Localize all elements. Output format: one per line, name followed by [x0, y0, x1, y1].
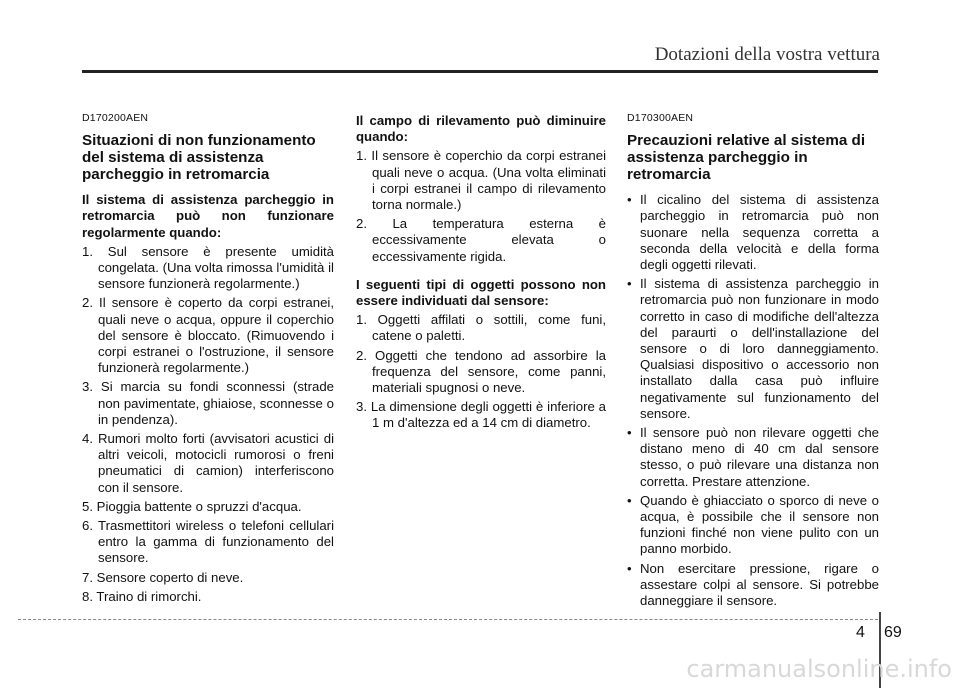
- watermark: carmanualsonline.info: [686, 655, 952, 683]
- list-item: 6. Trasmettitori wireless o telefoni cellulari entro la gamma di funzionamento del sensore.: [82, 518, 334, 566]
- chapter-number: 4: [856, 624, 865, 641]
- header-rule: [82, 70, 878, 73]
- precautions-list: [627, 192, 879, 609]
- list-item: 3. Si marcia su fondi sconnessi (strade non pavimentate, ghiaiose, sconnesse o in pendenza).: [82, 379, 334, 427]
- column-left: [82, 110, 334, 617]
- section-code: D170300AEN: [627, 112, 694, 124]
- detection-range-intro: Il campo di rilevamento può diminuire quando:: [356, 113, 606, 145]
- list-item: 4. Rumori molto forti (avvisatori acustici di altri veicoli, motocicli rumorosi o freni pneumatici di camion) interferiscono con il sensore.: [82, 431, 334, 495]
- bullet-icon: •: [627, 560, 632, 576]
- list-item: 1. Il sensore è coperchio da corpi estranei quali neve o acqua. (Una volta eliminati i corpi estranei il campo di rilevamento torna normale.): [356, 148, 606, 213]
- bullet-item: • Il cicalino del sistema di assistenza parcheggio in retromarcia può non suonare nella sequenza corretta a seconda della velocità e della forma degli oggetti rilevati.: [627, 192, 879, 273]
- page-header-title: Dotazioni della vostra vettura: [654, 44, 880, 65]
- bullet-icon: •: [627, 276, 632, 292]
- list-item: 7. Sensore coperto di neve.: [82, 569, 244, 585]
- column-middle: [356, 113, 606, 444]
- conditions-list: [82, 244, 334, 605]
- detection-range-list: [356, 148, 606, 264]
- list-item: 8. Traino di rimorchi.: [82, 588, 202, 604]
- page-number: 69: [884, 624, 902, 641]
- section-title: Precauzioni relative al sistema di assistenza parcheggio in retromarcia: [627, 132, 866, 184]
- list-item: 2. Oggetti che tendono ad assorbire la frequenza del sensore, come panni, materiali spugnosi o neve.: [356, 347, 606, 396]
- list-item: 1. Sul sensore è presente umidità congelata. (Una volta rimossa l'umidità il sensore funzionerà regolarmente.): [82, 243, 334, 292]
- undetected-objects-intro: I seguenti tipi di oggetti possono non essere individuati dal sensore:: [356, 276, 606, 309]
- list-item: 2. La temperatura esterna è eccessivamente elevata o eccessivamente rigida.: [356, 216, 606, 264]
- column-right: [627, 110, 879, 612]
- bullet-item: • Non esercitare pressione, rigare o assestare colpi al sensore. Si potrebbe danneggiare il sensore.: [627, 560, 879, 609]
- undetected-objects-list: [356, 312, 606, 431]
- list-item: 3. La dimensione degli oggetti è inferiore a 1 m d'altezza ed a 14 cm di diametro.: [356, 399, 606, 431]
- bullet-icon: •: [627, 492, 632, 508]
- section-intro: Il sistema di assistenza parcheggio in retromarcia può non funzionare regolarmente quando:: [82, 192, 334, 240]
- bullet-icon: •: [627, 192, 632, 208]
- list-item: 2. Il sensore è coperto da corpi estranei, quali neve o acqua, oppure il coperchio del sensore è bloccato. (Rimuovendo i corpi estranei o l'ostruzione, il sensore funzionerà regolarmente.): [82, 295, 334, 376]
- bullet-item: • Il sensore può non rilevare oggetti che distano meno di 40 cm dal sensore stesso, o può rilevare una distanza non corretta. Prestare attenzione.: [627, 425, 879, 489]
- bullet-item: • Il sistema di assistenza parcheggio in retromarcia può non funzionare in modo corretto in caso di modifiche dell'altezza del paraurti o dell'installazione del sensore o di loro danneggiamento. Qualsiasi dispositivo o accessorio non installato dalla casa può influire negativamente sul funzionamento del sensore.: [627, 276, 879, 421]
- list-item: 1. Oggetti affilati o sottili, come funi, catene o paletti.: [356, 312, 606, 344]
- list-item: 5. Pioggia battente o spruzzi d'acqua.: [82, 498, 302, 514]
- bullet-item: • Quando è ghiacciato o sporco di neve o acqua, è possibile che il sensore non funzioni finché non viene pulito con un panno morbido.: [627, 492, 879, 557]
- footer-rule: [18, 619, 878, 620]
- section-code: D170200AEN: [82, 112, 149, 124]
- section-title: Situazioni di non funzionamento del sistema di assistenza parcheggio in retromarcia: [82, 132, 316, 184]
- bullet-icon: •: [627, 425, 632, 441]
